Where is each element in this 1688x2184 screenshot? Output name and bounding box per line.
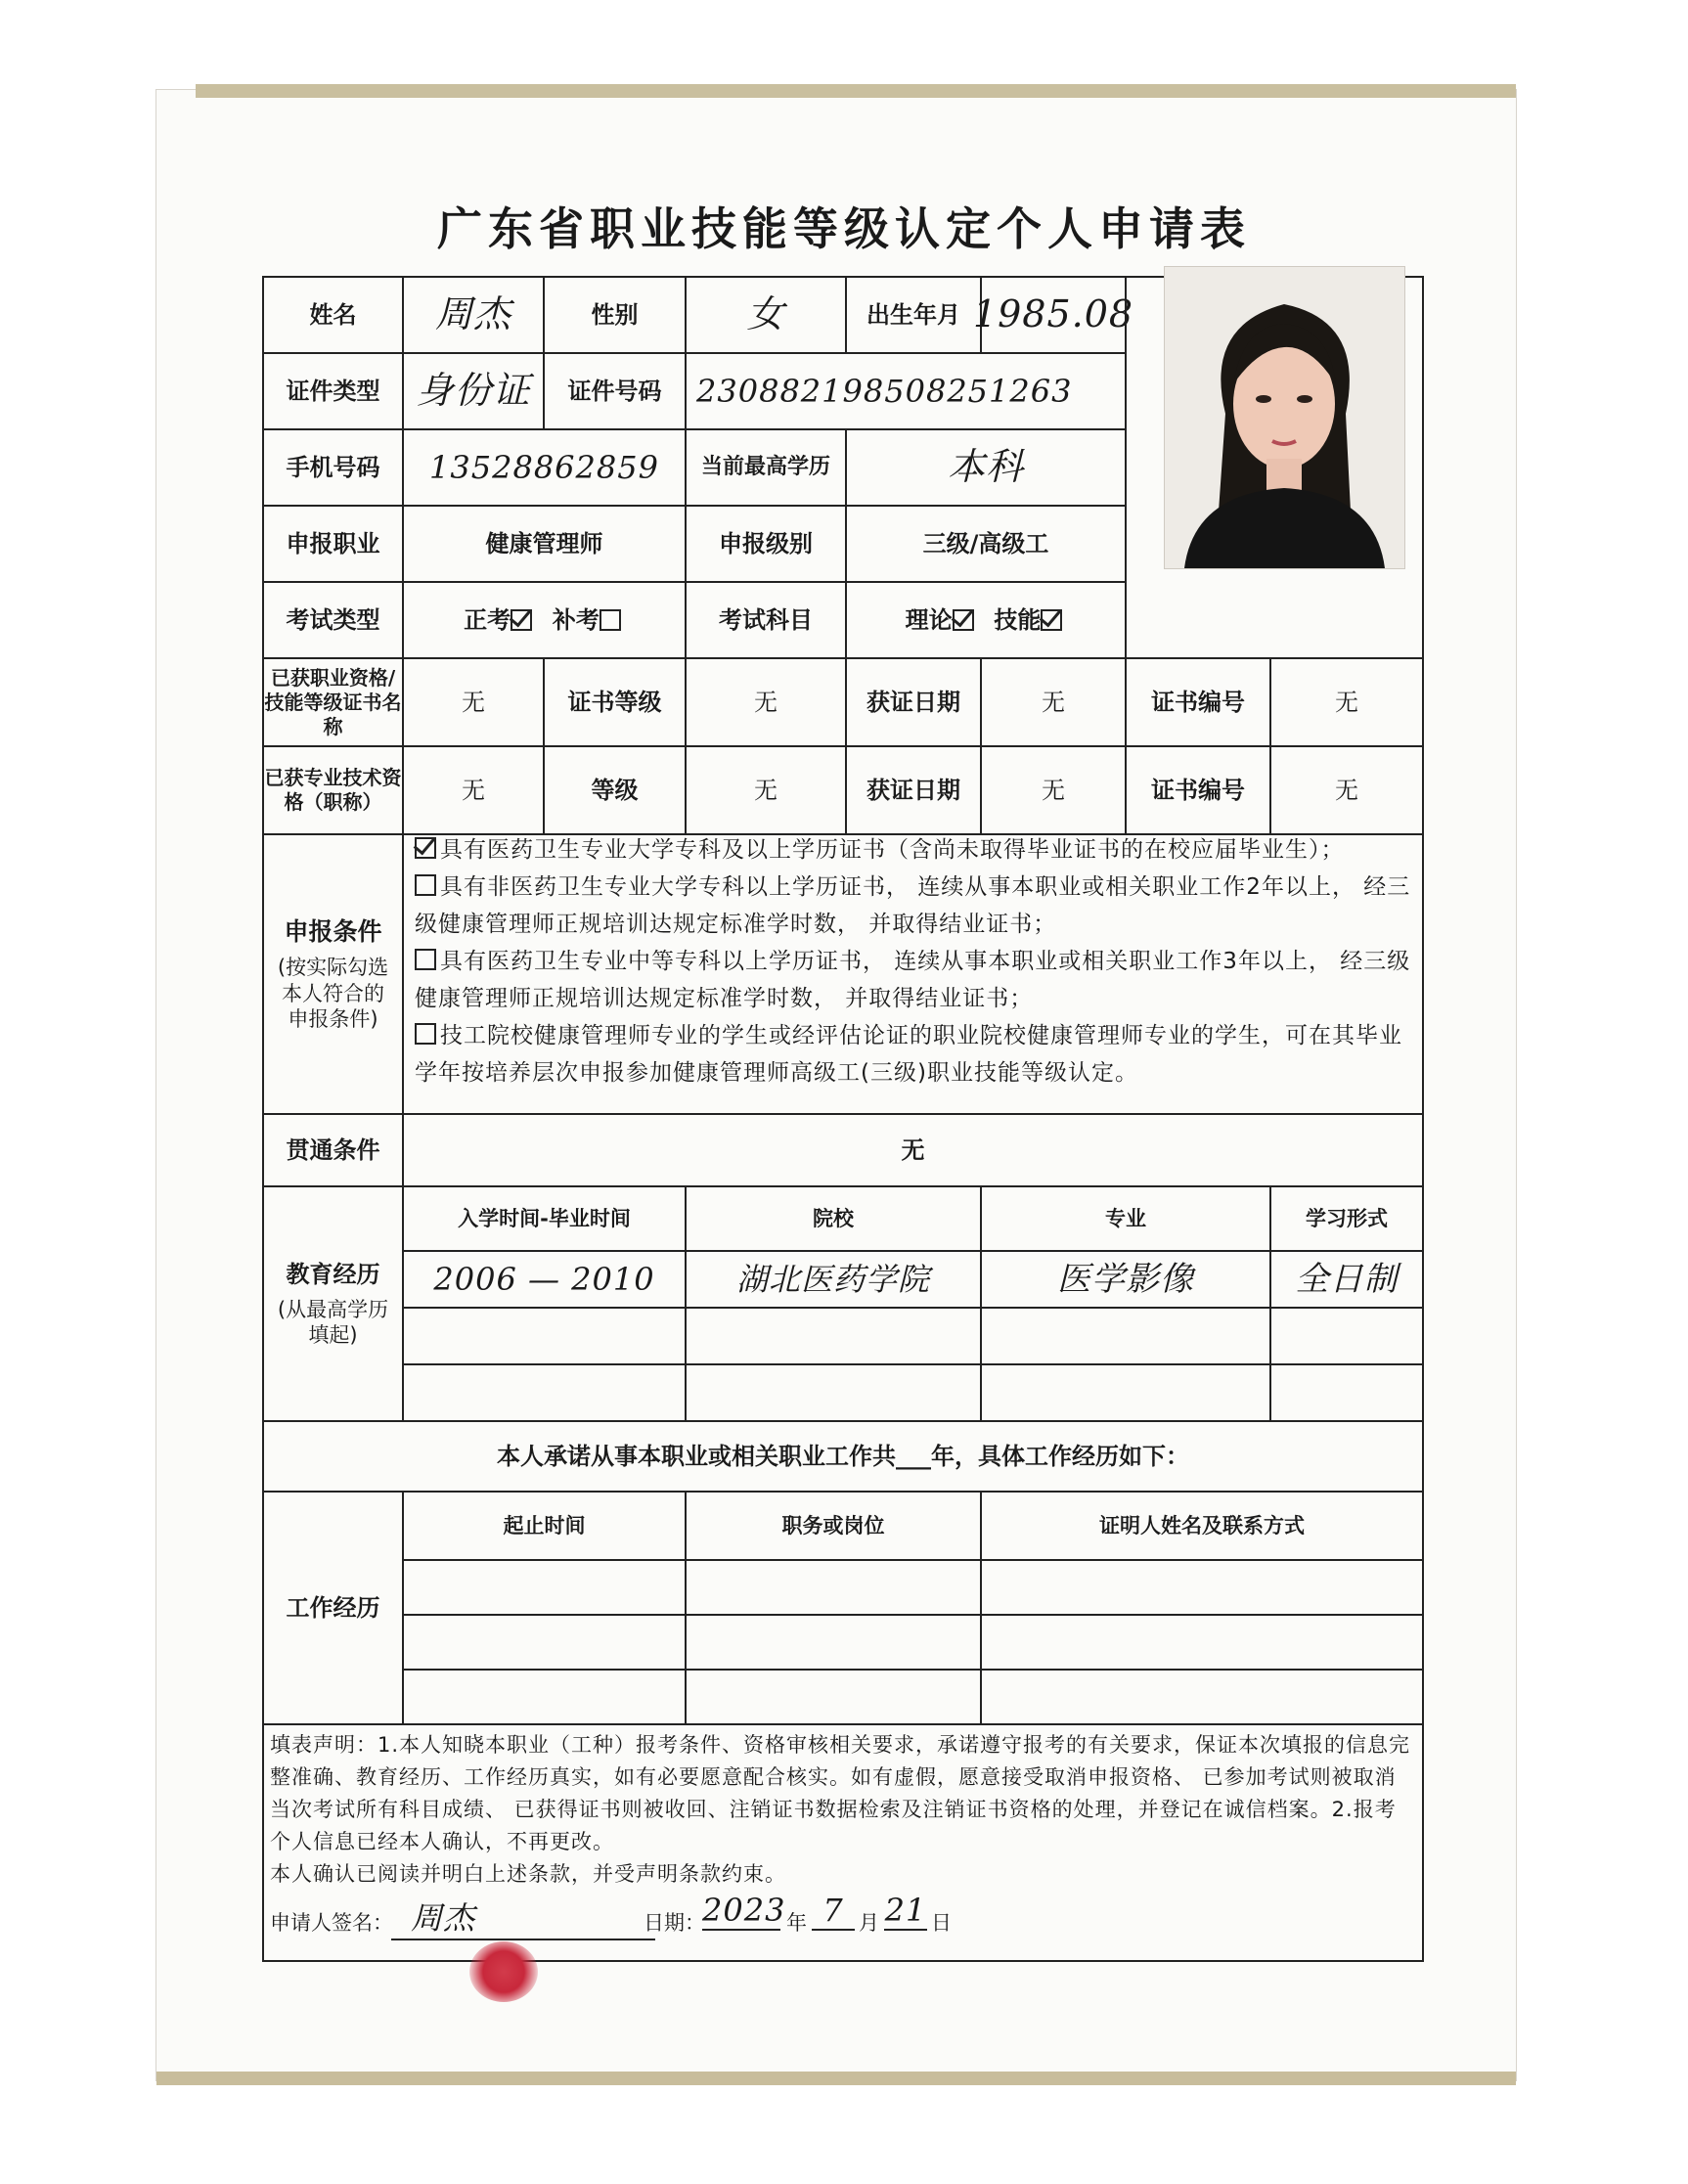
- id-type-label: 证件类型: [262, 352, 404, 430]
- declaration-confirm: 本人确认已阅读并明白上述条款，并受声明条款约束。: [270, 1862, 786, 1886]
- date-label: 日期：: [644, 1911, 705, 1935]
- edu-header-period: 入学时间-毕业时间: [402, 1185, 687, 1252]
- name-value[interactable]: 周杰: [402, 276, 545, 354]
- exam-type-options: [402, 581, 687, 659]
- title-grade-label: 等级: [543, 745, 687, 835]
- condition-2-checkbox[interactable]: [415, 874, 436, 896]
- subject-skill-checkbox[interactable]: [1041, 609, 1062, 631]
- edu-empty-cell[interactable]: [402, 1307, 687, 1365]
- title-qualification-value[interactable]: 无: [402, 745, 545, 835]
- title-number-label: 证书编号: [1125, 745, 1271, 835]
- conditions-label-cell: [262, 833, 404, 1115]
- cert-qualification-value[interactable]: 无: [402, 657, 545, 747]
- edu-header-major: 专业: [980, 1185, 1271, 1252]
- portrait-image: [1165, 267, 1404, 568]
- declaration-block: [270, 1729, 1414, 1891]
- gender-value[interactable]: 女: [685, 276, 847, 354]
- conditions-sub-label: (按实际勾选本人符合的申报条件): [277, 956, 389, 1031]
- id-number-label: 证件号码: [543, 352, 687, 430]
- work-empty-cell[interactable]: [402, 1614, 687, 1671]
- signature-value[interactable]: 周杰: [391, 1894, 655, 1940]
- education-label: 当前最高学历: [685, 428, 847, 507]
- subject-theory-label: 理论: [905, 606, 953, 634]
- edu-empty-cell[interactable]: [980, 1307, 1271, 1365]
- declaration-text: 填表声明：1.本人知晓本职业（工种）报考条件、资格审核相关要求，承诺遵守报考的有关要求，保证本次填报的信息完整准确、教育经历、工作经历真实，如有必要愿意配合核实。如有虚假，愿意接受取消申报资格、 已参加考试则被取消当次考试所有科目成绩、 已获得证书则被收回、注销证书数据检索及注销证书资格的处理，并登记在诚信档案。2.报考个人信息已经本人确认，不再更改。: [270, 1733, 1411, 1853]
- through-label: 贯通条件: [262, 1113, 404, 1187]
- signature-label: 申请人签名：: [270, 1911, 393, 1935]
- exam-makeup-checkbox[interactable]: [600, 609, 621, 631]
- cert-number-label: 证书编号: [1125, 657, 1271, 747]
- id-number-value[interactable]: 230882198508251263: [685, 352, 1127, 430]
- cert-date-label: 获证日期: [845, 657, 982, 747]
- title-qualification-label: 已获专业技术资格（职称）: [262, 745, 404, 835]
- edu-empty-cell[interactable]: [980, 1363, 1271, 1422]
- edu-header-mode: 学习形式: [1269, 1185, 1424, 1252]
- work-empty-cell[interactable]: [402, 1559, 687, 1616]
- date-year[interactable]: 2023: [702, 1892, 786, 1929]
- cert-number-value[interactable]: 无: [1269, 657, 1424, 747]
- edu-empty-cell[interactable]: [1269, 1307, 1424, 1365]
- exam-type-label: 考试类型: [262, 581, 404, 659]
- occupation-label: 申报职业: [262, 505, 404, 583]
- edu-row-major[interactable]: 医学影像: [980, 1250, 1271, 1309]
- title-date-value[interactable]: 无: [980, 745, 1127, 835]
- work-empty-cell[interactable]: [402, 1669, 687, 1725]
- occupation-value[interactable]: 健康管理师: [402, 505, 687, 583]
- condition-3-checkbox[interactable]: [415, 949, 436, 970]
- level-label: 申报级别: [685, 505, 847, 583]
- education-history-label: 教育经历: [286, 1260, 380, 1288]
- title-number-value[interactable]: 无: [1269, 745, 1424, 835]
- exam-normal-checkbox[interactable]: [511, 609, 532, 631]
- phone-label: 手机号码: [262, 428, 404, 507]
- edu-empty-cell[interactable]: [1269, 1363, 1424, 1422]
- date-day-unit: 日: [931, 1911, 952, 1935]
- edu-row-period[interactable]: 2006 — 2010: [402, 1250, 687, 1309]
- name-label: 姓名: [262, 276, 404, 354]
- id-type-value[interactable]: 身份证: [402, 352, 545, 430]
- work-empty-cell[interactable]: [685, 1559, 982, 1616]
- conditions-label: 申报条件: [284, 917, 382, 946]
- date-month-unit: 月: [859, 1911, 879, 1935]
- applicant-photo: [1164, 266, 1405, 569]
- date-year-unit: 年: [786, 1911, 807, 1935]
- phone-value[interactable]: 13528862859: [402, 428, 687, 507]
- cert-qualification-label: 已获职业资格/技能等级证书名称: [262, 657, 404, 747]
- condition-item-3: 具有医药卫生专业中等专科以上学历证书， 连续从事本职业或相关职业工作3年以上， 经三级健康管理师正规培训达规定标准学时数， 并取得结业证书；: [415, 949, 1411, 1011]
- subject-skill-label: 技能: [994, 606, 1042, 634]
- education-history-sub-label: (从最高学历填起): [277, 1297, 389, 1347]
- exam-makeup-label: 补考: [552, 606, 600, 634]
- paper-shadow-bottom: [156, 2072, 1516, 2085]
- form-title: 广东省职业技能等级认定个人申请表: [437, 202, 1251, 255]
- work-empty-cell[interactable]: [685, 1669, 982, 1725]
- condition-item-2: 具有非医药卫生专业大学专科以上学历证书， 连续从事本职业或相关职业工作2年以上， 经三级健康管理师正规培训达规定标准学时数， 并取得结业证书；: [415, 874, 1411, 937]
- edu-empty-cell[interactable]: [685, 1307, 982, 1365]
- work-empty-cell[interactable]: [980, 1559, 1424, 1616]
- edu-empty-cell[interactable]: [402, 1363, 687, 1422]
- work-empty-cell[interactable]: [685, 1614, 982, 1671]
- work-header-reference: 证明人姓名及联系方式: [980, 1491, 1424, 1561]
- work-empty-cell[interactable]: [980, 1614, 1424, 1671]
- exam-subject-label: 考试科目: [685, 581, 847, 659]
- education-value[interactable]: 本科: [845, 428, 1127, 507]
- gender-label: 性别: [543, 276, 687, 354]
- work-empty-cell[interactable]: [980, 1669, 1424, 1725]
- fingerprint-stamp: [469, 1941, 538, 2002]
- education-history-label-cell: [262, 1185, 404, 1422]
- work-header-position: 职务或岗位: [685, 1491, 982, 1561]
- exam-normal-label: 正考: [464, 606, 511, 634]
- work-promise: 本人承诺从事本职业或相关职业工作共___年，具体工作经历如下：: [262, 1420, 1424, 1493]
- title-date-label: 获证日期: [845, 745, 982, 835]
- edu-empty-cell[interactable]: [685, 1363, 982, 1422]
- condition-4-checkbox[interactable]: [415, 1023, 436, 1045]
- work-header-period: 起止时间: [402, 1491, 687, 1561]
- date-month[interactable]: 7: [812, 1892, 855, 1931]
- cert-grade-label: 证书等级: [543, 657, 687, 747]
- exam-subject-options: [845, 581, 1127, 659]
- title-grade-value[interactable]: 无: [685, 745, 847, 835]
- edu-row-school[interactable]: 湖北医药学院: [685, 1250, 982, 1309]
- condition-1-checkbox[interactable]: [415, 837, 436, 859]
- through-value[interactable]: 无: [402, 1113, 1424, 1187]
- condition-item-1: 具有医药卫生专业大学专科及以上学历证书（含尚未取得毕业证书的在校应届毕业生）；: [415, 831, 1422, 869]
- edu-row-mode[interactable]: 全日制: [1269, 1250, 1424, 1309]
- edu-header-school: 院校: [685, 1185, 982, 1252]
- condition-item-4: 技工院校健康管理师专业的学生或经评估论证的职业院校健康管理师专业的学生，可在其毕业学年按培养层次申报参加健康管理师高级工(三级)职业技能等级认定。: [415, 1023, 1402, 1086]
- date-day[interactable]: 21: [884, 1892, 927, 1929]
- work-history-label: 工作经历: [262, 1491, 404, 1725]
- subject-theory-checkbox[interactable]: [953, 609, 974, 631]
- birth-value[interactable]: 1985.08: [980, 276, 1127, 354]
- level-value[interactable]: 三级/高级工: [845, 505, 1127, 583]
- cert-grade-value[interactable]: 无: [685, 657, 847, 747]
- conditions-list: [415, 831, 1422, 1092]
- paper-shadow-top: [196, 84, 1516, 98]
- birth-label: 出生年月: [845, 276, 982, 354]
- cert-date-value[interactable]: 无: [980, 657, 1127, 747]
